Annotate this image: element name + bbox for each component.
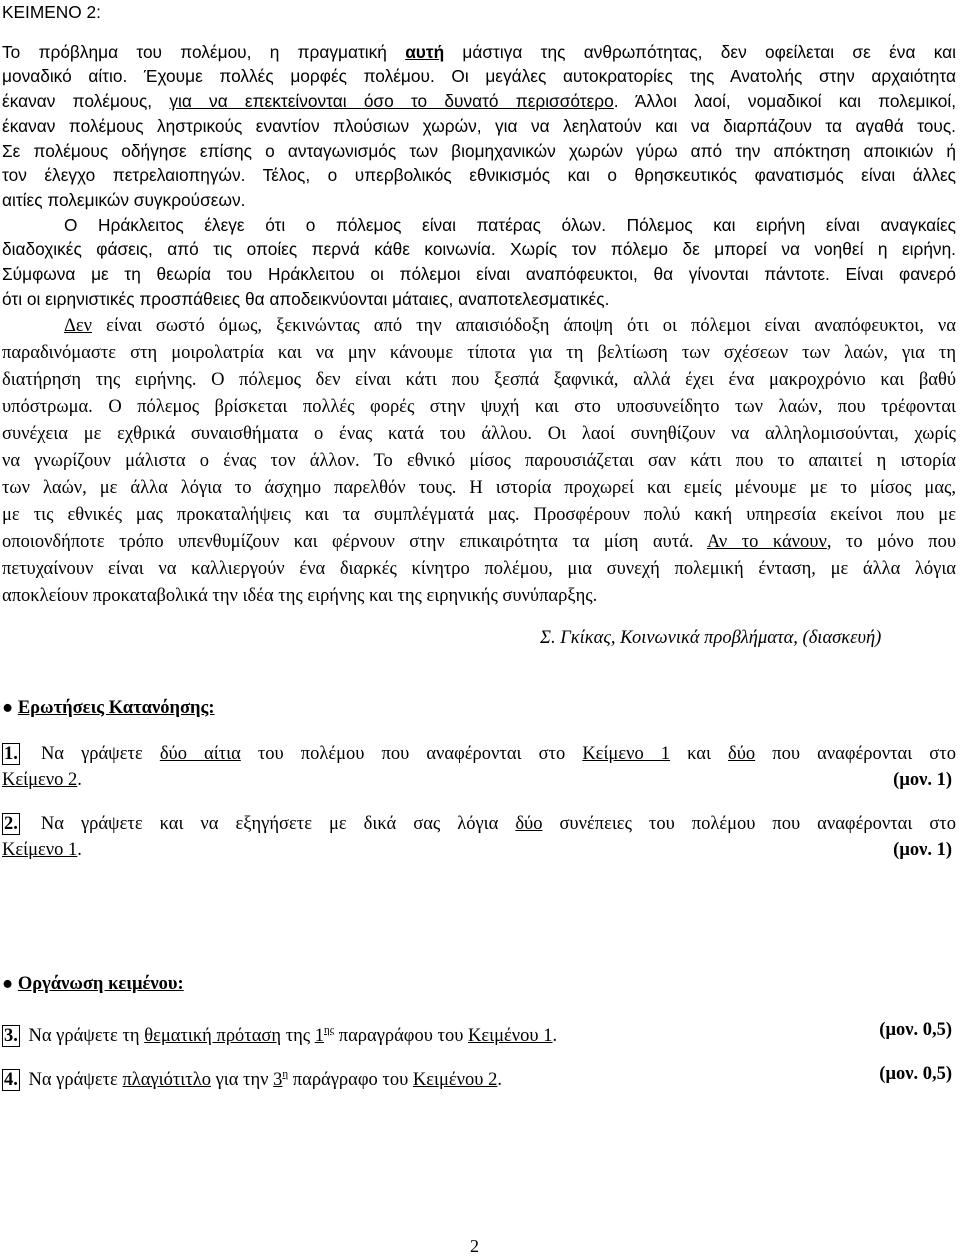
source-citation: Σ. Γκίκας, Κοινωνικά προβλήματα, (διασκευή)	[540, 628, 882, 648]
text-line: ότι οι ειρηνιστικές προσπάθειες θα αποδεικνύονται μάταιες, αναποτελεσματικές.	[2, 289, 610, 309]
question-number-box: 1.	[4, 744, 18, 764]
text-line: υπόστρωμα. Ο πόλεμος βρίσκεται πολλές φορές στην ψυχή και στο υποσυνείδητο των λαών, που τρέφονται	[2, 397, 956, 417]
text-line: Σε πολέμους οδήγησε επίσης ο ανταγωνισμός των βιομηχανικών χωρών γύρω από την απόκτηση αποικιών ή	[2, 141, 956, 161]
text-line: τον έλεγχο πετρελαιοπηγών. Τέλος, ο υπερβολικός εθνικισμός και ο θρησκευτικός φανατισμός είναι άλλες	[2, 165, 956, 185]
underlined-word: αυτή	[405, 42, 445, 62]
underlined-phrase: Αν το κάνουν	[706, 532, 827, 552]
text-line: Το πρόβλημα του πολέμου, η πραγματική αυτή μάστιγα της ανθρωπότητας, δεν οφείλεται σε ένα και	[2, 42, 956, 62]
text-line: παραδινόμαστε στη μοιρολατρία και να μην κάνουμε τίποτα για τη βελτίωση των σχέσεων των λαών, για τη	[2, 343, 956, 363]
points-label: (μον. 0,5)	[879, 1064, 952, 1084]
question-4: 4. Να γράψετε πλαγιότιτλο για την $3^\eta$ παράγραφο του Κειμένου 2. (μον. 0,5)	[4, 1064, 952, 1090]
question-2-line-2: Κείμενο 1. (μον. 1)	[2, 840, 952, 860]
text-line: οποιονδήποτε τρόπο υπενθυμίζουν και φέρνουν στην επικαιρότητα τα μίση αυτά. Αν το κάνουν, το μόνο που	[2, 532, 957, 552]
text-line: πετυχαίνουν είναι να καλλιεργούν ένα διαρκές κίνητρο πολέμου, μια συνεχή πολεμική ένταση, με άλλα λόγια	[2, 559, 956, 579]
text-line: με τις εθνικές μας προκαταλήψεις και τα συμπλέγματά μας. Προσφέρουν πολύ κακή υπηρεσία εκείνοι που με	[2, 505, 956, 525]
points-label: (μον. 1)	[893, 770, 952, 790]
question-1-line-2: Κείμενο 2. (μον. 1)	[2, 770, 952, 790]
question-3: 3. Να γράψετε τη θεματική πρόταση της $1^{\eta\varsigma}$ παραγράφου του Κειμένου 1. (μον. 0,5)	[4, 1020, 952, 1046]
question-1: 1. Να γράψετε δύο αίτια του πολέμου που αναφέρονται στο Κείμενο 1 και δύο που αναφέρονται στο	[4, 744, 956, 764]
text-line: έκαναν πολέμους ληστρικούς εναντίον πλούσιων χωρών, για να λεηλατούν και να διαρπάζουν τα αγαθά τους.	[2, 116, 956, 136]
text-line: μοναδικό αίτιο. Έχουμε πολλές μορφές πολέμου. Οι μεγάλες αυτοκρατορίες της Ανατολής στην αρχαιότητα	[2, 66, 956, 86]
text-line: να γνωρίζουν μάλιστα ο ένας τον άλλον. Το εθνικό μίσος παρουσιάζεται σαν κάτι που το απαιτεί η ιστορία	[2, 451, 956, 471]
question-2: 2. Να γράψετε και να εξηγήσετε με δικά σας λόγια δύο συνέπειες του πολέμου που αναφέρονται στο	[4, 814, 956, 834]
underlined-phrase: για να επεκτείνονται όσο το δυνατό περισσότερο	[169, 91, 614, 111]
question-number-box: 4.	[4, 1070, 18, 1090]
text-line: Ο Ηράκλειτος έλεγε ότι ο πόλεμος είναι πατέρας όλων. Πόλεμος και ειρήνη είναι αναγκαίες	[64, 215, 956, 235]
text-line: των λαών, με άλλα λόγια το άσχημο παρελθόν τους. Η ιστορία προχωρεί και εμείς μένουμε με το μίσος μας,	[2, 478, 956, 498]
section-title: ΚΕΙΜΕΝΟ 2:	[2, 2, 101, 22]
section-heading-organization: ● Οργάνωση κειμένου:	[2, 974, 184, 994]
page-number: 2	[470, 1236, 479, 1256]
bullet-icon: ●	[2, 698, 14, 718]
text-line: διαδοχικές φάσεις, από τις οποίες περνά κάθε κοινωνία. Χωρίς τον πόλεμο δε μπορεί να νοηθεί η ειρήνη.	[2, 239, 956, 259]
question-number-box: 3.	[4, 1026, 18, 1046]
text-line: έκαναν πολέμους, για να επεκτείνονται όσο το δυνατό περισσότερο. Άλλοι λαοί, νομαδικοί και πολεμικοί,	[2, 91, 956, 111]
points-label: (μον. 1)	[893, 840, 952, 860]
text-line: συνέχεια με εχθρικά συναισθήματα ο ένας κατά του άλλου. Οι λαοί συνηθίζουν να αλληλομισούνται, χωρίς	[2, 424, 956, 444]
text-line: αποκλείουν προκαταβολικά την ιδέα της ειρήνης και της ειρηνικής συνύπαρξης.	[2, 586, 598, 606]
text-line: Σύμφωνα με τη θεωρία του Ηράκλειτου οι πόλεμοι είναι αναπόφευκτοι, θα γίνονται πάντοτε. Είναι φανερό	[2, 264, 956, 284]
question-number-box: 2.	[4, 814, 18, 834]
section-heading-comprehension: ● Ερωτήσεις Κατανόησης:	[2, 698, 215, 718]
text-line: αιτίες πολεμικών συγκρούσεων.	[2, 190, 246, 210]
points-label: (μον. 0,5)	[879, 1020, 952, 1040]
text-line: διατήρηση της ειρήνης. Ο πόλεμος δεν είναι κάτι που ξεσπά ξαφνικά, αλλά έχει ένα μακροχρόνιο και βαθύ	[2, 370, 956, 390]
bullet-icon: ●	[2, 974, 14, 994]
underlined-word: Δεν	[64, 316, 93, 336]
text-line: Δεν είναι σωστό όμως, ξεκινώντας από την απαισιόδοξη άποψη ότι οι πόλεμοι είναι αναπόφευκτοι, να	[64, 316, 956, 336]
